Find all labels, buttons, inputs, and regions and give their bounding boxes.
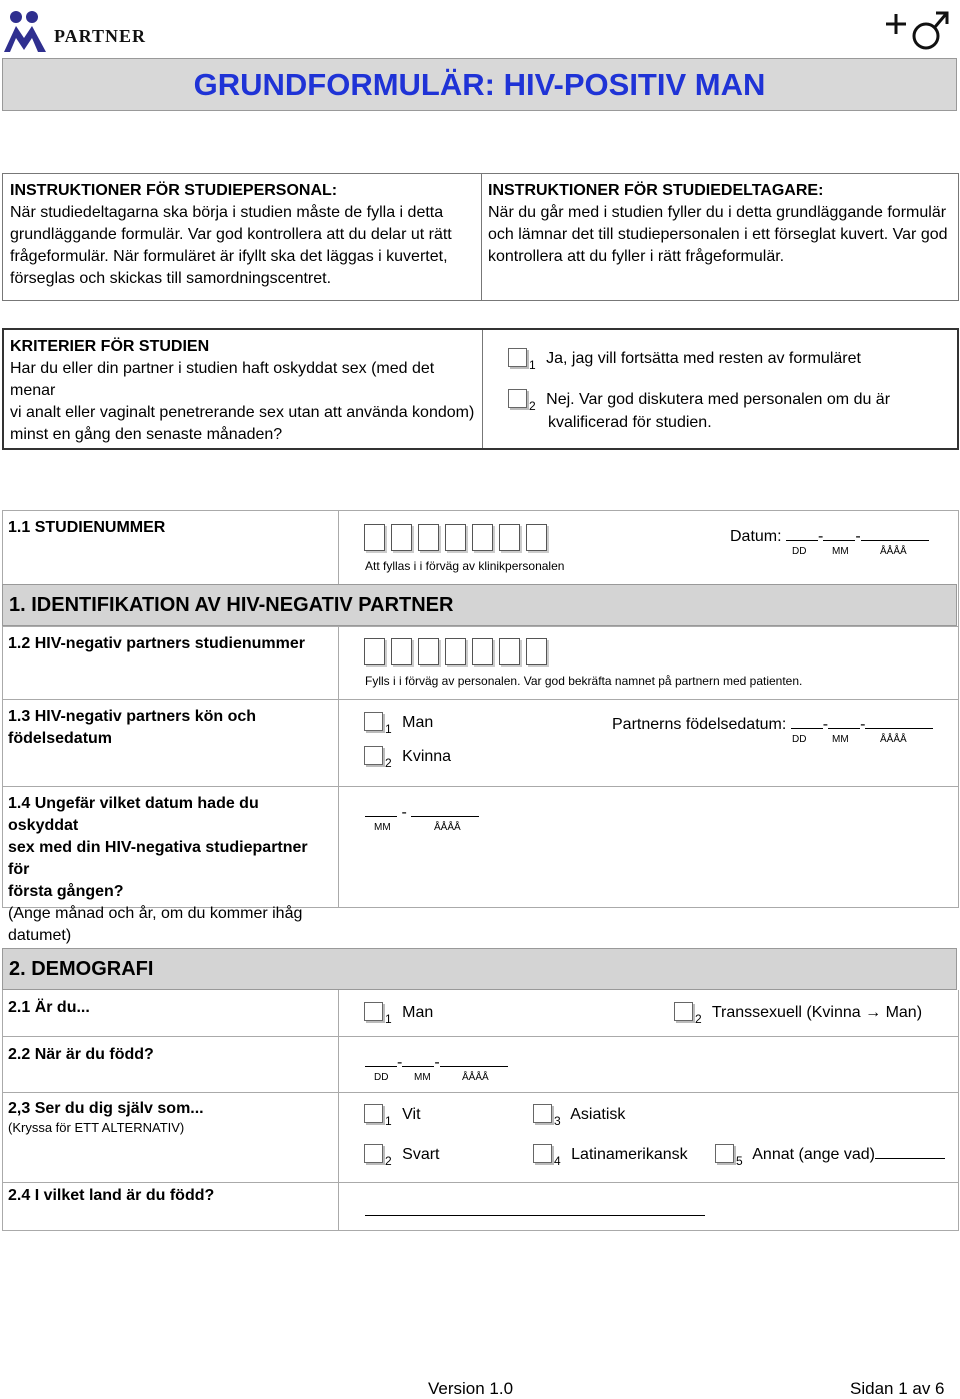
- checkbox[interactable]: [533, 1104, 552, 1123]
- digit-box[interactable]: [445, 524, 466, 551]
- footer-page: Sidan 1 av 6: [850, 1379, 945, 1398]
- digit-box[interactable]: [499, 638, 520, 665]
- footer-version: Version 1.0: [428, 1379, 514, 1398]
- participant-line: och lämnar det till studiepersonalen i ett förseglat kuvert. Var god: [488, 226, 948, 243]
- q2-3-option-other[interactable]: $_5$ Annat (ange vad): [715, 1144, 945, 1166]
- option-label-cont: kvalificerad för studien.: [548, 414, 712, 431]
- digit-box[interactable]: [526, 638, 547, 665]
- checkbox[interactable]: [533, 1144, 552, 1163]
- staff-line: grundläggande formulär. Var god kontrollera att du delar ut rätt: [10, 226, 452, 243]
- digit-box[interactable]: [445, 638, 466, 665]
- digit-box[interactable]: [391, 638, 412, 665]
- staff-line: förseglas och skickas till samordningscentret.: [10, 270, 332, 287]
- mm-label: MM: [374, 822, 391, 833]
- q2-3-hint: (Kryssa för ETT ALTERNATIV): [8, 1120, 185, 1135]
- yyyy-label: ÅÅÅÅ: [880, 734, 907, 745]
- q1-4-date-field[interactable]: -: [365, 802, 479, 824]
- partner-logo: [2, 8, 162, 56]
- people-logo-icon: [2, 8, 62, 56]
- dd-label: DD: [792, 734, 807, 745]
- checkbox[interactable]: [508, 348, 527, 367]
- participant-line: När du går med i studien fyller du i detta grundläggande formulär: [488, 204, 947, 221]
- yyyy-label: ÅÅÅÅ: [434, 822, 461, 833]
- staff-instructions-heading: INSTRUKTIONER FÖR STUDIEPERSONAL:: [10, 182, 338, 199]
- q2-3-option[interactable]: $_3$ Asiatisk: [533, 1104, 625, 1126]
- checkbox[interactable]: [364, 746, 383, 765]
- q1-4-label: 1.4 Ungefär vilket datum hade du oskyddat sex med din HIV-negativa studiepartner för första gången? (Ange månad och år, om du kommer ihåg datumet): [8, 795, 308, 944]
- q2-1-label: 2.1 Är du...: [8, 999, 90, 1016]
- country-input-line[interactable]: [365, 1215, 705, 1216]
- other-input-line[interactable]: [875, 1144, 945, 1159]
- mm-label: MM: [832, 734, 849, 745]
- criteria-option-no[interactable]: [508, 389, 890, 411]
- criteria-line: vi analt eller vaginalt penetrerande sex utan att använda kondom): [10, 404, 475, 421]
- q2-3-label: 2,3 Ser du dig själv som...: [8, 1100, 204, 1117]
- dd-label: DD: [374, 1072, 389, 1083]
- logo-text: PARTNER: [54, 26, 147, 46]
- option-number: 2: [529, 399, 536, 413]
- checkbox[interactable]: [674, 1002, 693, 1021]
- q2-2-label: 2.2 När är du född?: [8, 1046, 154, 1063]
- section2-heading: 2. DEMOGRAFI: [2, 948, 957, 990]
- digit-box[interactable]: [499, 524, 520, 551]
- arrow-right-icon: →: [865, 1004, 882, 1021]
- q2-1-option-transsexual[interactable]: $_2$ Transsexuell (Kvinna → Man): [674, 1002, 922, 1024]
- mm-label: MM: [832, 546, 849, 557]
- q1-2-note: Fylls i i förväg av personalen. Var god bekräfta namnet på partnern med patienten.: [365, 674, 803, 688]
- section1-heading: 1. IDENTIFIKATION AV HIV-NEGATIV PARTNER: [2, 584, 957, 626]
- criteria-line: minst en gång den senaste månaden?: [10, 426, 283, 443]
- digit-box[interactable]: [472, 638, 493, 665]
- criteria-text: [10, 336, 480, 446]
- option-number: 1: [529, 358, 536, 372]
- q1-2-label: 1.2 HIV-negativ partners studienummer: [8, 635, 305, 652]
- q2-4-label: 2.4 I vilket land är du född?: [8, 1187, 215, 1204]
- digit-box[interactable]: [391, 524, 412, 551]
- date-field[interactable]: Datum: - -: [730, 526, 929, 548]
- digit-box[interactable]: [418, 524, 439, 551]
- checkbox[interactable]: [508, 389, 527, 408]
- study-number-boxes[interactable]: [364, 524, 553, 556]
- checkbox[interactable]: [364, 1144, 383, 1163]
- date-label: Datum:: [730, 528, 782, 545]
- option-label: Nej. Var god diskutera med personalen om du är: [546, 391, 891, 408]
- birthdate-field[interactable]: - -: [365, 1052, 508, 1074]
- digit-box[interactable]: [418, 638, 439, 665]
- page-title: GRUNDFORMULÄR: HIV-POSITIV MAN: [193, 67, 766, 102]
- participant-instructions-heading: INSTRUKTIONER FÖR STUDIEDELTAGARE:: [488, 182, 824, 199]
- male-transgender-symbol-icon: [882, 6, 952, 52]
- digit-box[interactable]: [364, 638, 385, 665]
- participant-line: kontrollera att du fyller i rätt frågeformulär.: [488, 248, 785, 265]
- dd-label: DD: [792, 546, 807, 557]
- staff-line: När studiedeltagarna ska börja i studien måste de fylla i detta: [10, 204, 444, 221]
- q2-3-option[interactable]: $_4$ Latinamerikansk: [533, 1144, 688, 1166]
- checkbox[interactable]: [364, 1002, 383, 1021]
- criteria-line: Har du eller din partner i studien haft oskyddat sex (med det menar: [10, 360, 435, 399]
- q1-3-option-man[interactable]: $_1$ Man: [364, 712, 433, 734]
- q1-3-label: 1.3 HIV-negativ partners kön och födelsedatum: [8, 708, 257, 747]
- yyyy-label: ÅÅÅÅ: [462, 1072, 489, 1083]
- title-bar: [2, 58, 957, 111]
- partner-birthdate-field[interactable]: Partnerns födelsedatum: - -: [612, 714, 933, 736]
- partner-number-boxes[interactable]: [364, 638, 553, 670]
- q1-1-label: 1.1 STUDIENUMMER: [8, 519, 166, 536]
- option-label: Ja, jag vill fortsätta med resten av formuläret: [546, 350, 861, 367]
- q1-3-option-woman[interactable]: $_2$ Kvinna: [364, 746, 451, 768]
- checkbox[interactable]: [715, 1144, 734, 1163]
- q1-1-note: Att fyllas i i förväg av klinikpersonalen: [365, 559, 565, 573]
- checkbox[interactable]: [364, 1104, 383, 1123]
- digit-box[interactable]: [364, 524, 385, 551]
- digit-box[interactable]: [526, 524, 547, 551]
- mm-label: MM: [414, 1072, 431, 1083]
- participant-instructions: [488, 180, 953, 268]
- staff-instructions: [10, 180, 475, 290]
- criteria-option-yes[interactable]: [508, 348, 861, 370]
- q2-3-option[interactable]: $_2$ Svart: [364, 1144, 439, 1166]
- criteria-heading: KRITERIER FÖR STUDIEN: [10, 338, 210, 355]
- yyyy-label: ÅÅÅÅ: [880, 546, 907, 557]
- staff-line: frågeformulär. När formuläret är ifyllt ska det läggas i kuvertet,: [10, 248, 448, 265]
- q2-3-option[interactable]: $_1$ Vit: [364, 1104, 421, 1126]
- checkbox[interactable]: [364, 712, 383, 731]
- q2-1-option-man[interactable]: $_1$ Man: [364, 1002, 433, 1024]
- digit-box[interactable]: [472, 524, 493, 551]
